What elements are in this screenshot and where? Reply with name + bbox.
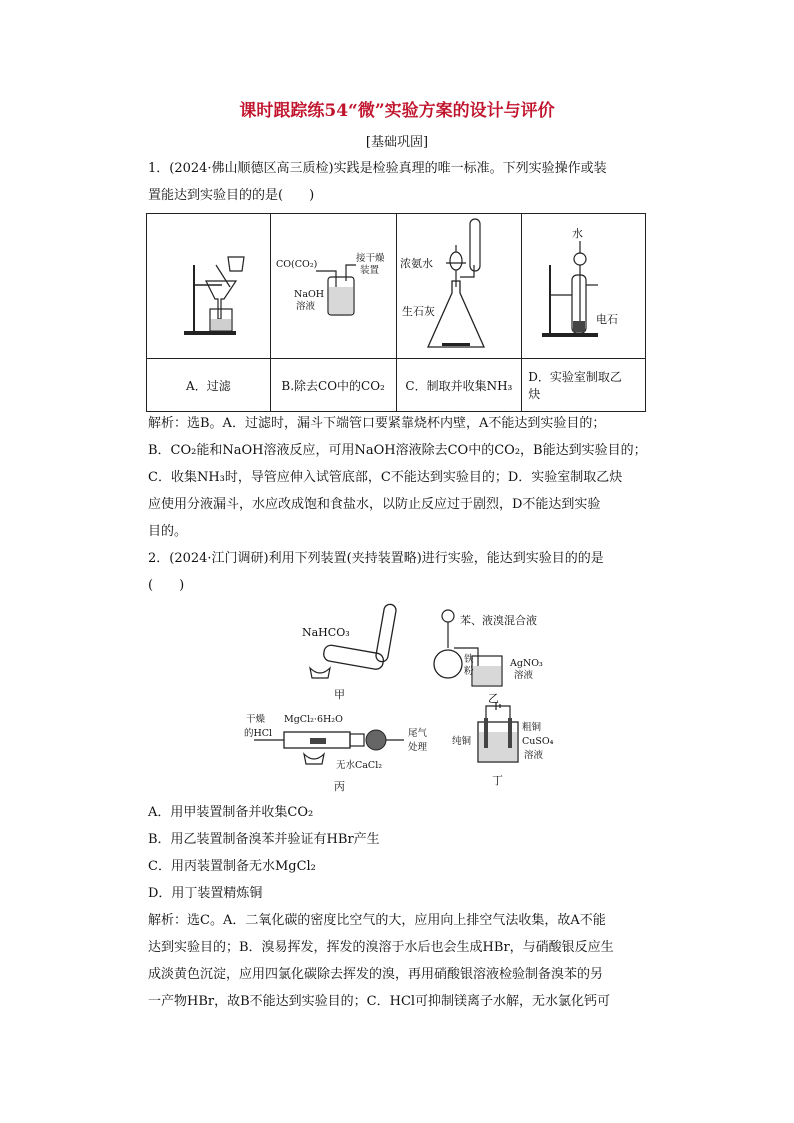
figure-d-acetylene [522,214,646,359]
fig-b-solution-label-1: NaOH [294,288,325,300]
yi-solution-label-2: 溶液 [514,670,534,681]
apparatus-jia [302,603,397,701]
ammonia-generator-icon [398,215,520,355]
q2-option-b[interactable]: B．用乙装置制备溴苯并验证有HBr产生 [148,832,380,847]
fig-b-solution-label-2: 溶液 [296,300,316,312]
q1-option-d-line-1: D．实验室制取乙 [528,370,622,384]
yi-top-label: 苯、液溴混合液 [460,614,537,627]
ding-left-label: 纯铜 [452,736,472,747]
ding-right-label-3: 溶液 [524,750,544,761]
fig-b-outlet-label-1: 接干燥 [356,252,385,264]
figure-a-filtration [147,214,271,359]
ding-right-label-1: 粗铜 [522,722,542,733]
q2-stem-line-2: ( ) [148,578,185,593]
apparatus-bing [244,713,428,793]
filtration-apparatus-icon [148,215,268,355]
q2-analysis-line-3: 成淡黄色沉淀，应用四氯化碳除去挥发的溴，再用硝酸银溶液检验制备溴苯的另 [148,967,604,982]
yi-iron-label-2: 粉 [464,666,474,677]
q2-analysis-line-1: 解析：选C。A．二氧化碳的密度比空气的大，应用向上排空气法收集，故A不能 [148,913,606,928]
fig-d-top-label: 水 [571,226,583,240]
yi-solution-label-1: AgNO₃ [510,658,543,669]
apparatus-yi [434,610,543,705]
fig-c-bottom-label: 生石灰 [401,304,435,318]
q2-apparatus-figure [240,598,570,798]
q1-option-d-line-2: 炔 [528,387,541,401]
q2-option-a[interactable]: A．用甲装置制备并收集CO₂ [148,805,314,820]
figure-b-co-purification [270,214,396,359]
bing-inlet-label-2: 的HCl [244,728,273,739]
jia-reagent-label: NaHCO₃ [302,626,350,639]
q1-analysis-line-4: 应使用分液漏斗，水应改成饱和食盐水，以防止反应过于剧烈，D不能达到实验 [148,497,601,512]
q2-stem-line-1: 2．(2024·江门调研)利用下列装置(夹持装置略)进行实验，能达到实验目的的是 [148,551,604,566]
q1-analysis-line-5: 目的。 [148,524,188,539]
acetylene-generator-icon [524,215,644,355]
q2-analysis-line-4: 一产物HBr，故B不能达到实验目的；C．HCl可抑制镁离子水解，无水氯化钙可 [148,994,611,1009]
ding-right-label-2: CuSO₄ [522,736,554,747]
bing-name-label: 丙 [334,780,345,793]
section-heading: [基础巩固] [365,135,429,150]
jia-name-label: 甲 [334,688,345,701]
fig-b-gas-label: CO(CO₂) [276,258,318,270]
q2-analysis-line-2: 达到实验目的；B．溴易挥发，挥发的溴溶于水后也会生成HBr，与硝酸银反应生 [148,940,614,955]
bing-tail-label-1: 尾气 [408,728,428,739]
q1-analysis-line-1: 解析：选B。A．过滤时，漏斗下端管口要紧靠烧杯内壁，A不能达到实验目的； [148,416,606,431]
yi-name-label: 乙 [488,692,499,705]
q1-analysis-line-2: B．CO₂能和NaOH溶液反应，可用NaOH溶液除去CO中的CO₂，B能达到实验目的； [148,443,647,458]
q1-stem-line-2: 置能达到实验目的的是( ) [148,188,315,203]
washing-bottle-icon [272,215,394,355]
q1-option-a[interactable]: A．过滤 [147,359,271,412]
apparatus-ding [452,702,554,787]
q1-options-table [146,213,646,412]
bing-salt-label: MgCl₂·6H₂O [284,714,343,725]
q1-option-d[interactable] [522,359,646,412]
figure-c-ammonia [396,214,522,359]
fig-d-side-label: 电石 [595,312,618,326]
page-title: 课时跟踪练54“微”实验方案的设计与评价 [239,101,555,121]
ding-name-label: 丁 [492,774,503,787]
bing-inlet-label-1: 干燥 [246,714,266,725]
q1-option-c[interactable]: C．制取并收集NH₃ [396,359,522,412]
q1-analysis-line-3: C．收集NH₃时，导管应伸入试管底部，C不能达到实验目的；D．实验室制取乙炔 [148,470,623,485]
fig-b-outlet-label-2: 装置 [360,264,380,276]
bing-desiccant-label: 无水CaCl₂ [336,760,383,771]
yi-iron-label-1: 铁 [464,654,474,665]
q1-option-b[interactable]: B.除去CO中的CO₂ [270,359,396,412]
fig-c-top-label: 浓氨水 [399,256,433,270]
q1-stem-line-1: 1．(2024·佛山顺德区高三质检)实践是检验真理的唯一标准。下列实验操作或装 [148,161,607,176]
q2-option-c[interactable]: C．用丙装置制备无水MgCl₂ [148,859,316,874]
bing-tail-label-2: 处理 [408,742,428,753]
q2-option-d[interactable]: D．用丁装置精炼铜 [148,886,263,901]
